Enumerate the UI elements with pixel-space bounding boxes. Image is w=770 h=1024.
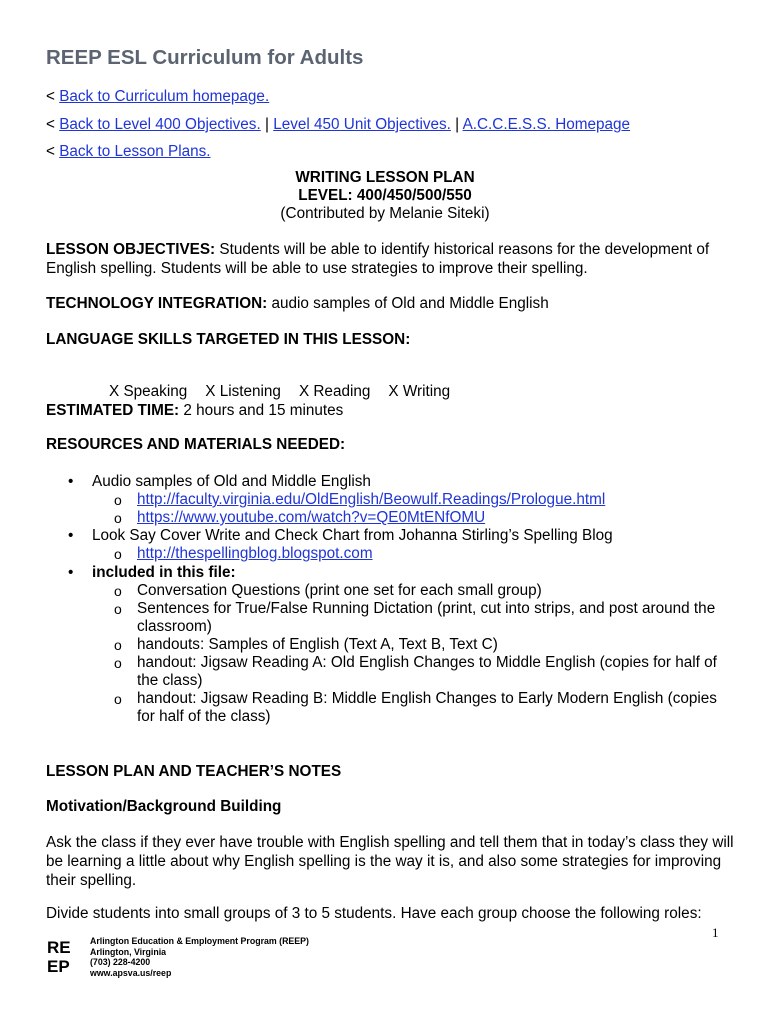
lesson-plans-link[interactable]: Back to Lesson Plans. [59,143,211,160]
lesson-objectives: LESSON OBJECTIVES: Students will be able to identify historical reasons for the development of English spelling. Students will be able to use strategies to improve their spelling. [46,241,710,277]
resource-link-spelling-blog: http://thespellingblog.blogspot.com [137,545,373,562]
bullet-icon: • [68,527,74,544]
resource-link-beowulf: http://faculty.virginia.edu/OldEnglish/Beowulf.Readings/Prologue.html [137,491,606,508]
skill-reading: X Reading [298,383,371,400]
resource-link-youtube: https://www.youtube.com/watch?v=QE0MtENfOMU [137,509,486,526]
skill-speaking: X Speaking [109,383,188,400]
circle-bullet-icon: o [114,691,122,707]
circle-bullet-icon: o [114,492,122,508]
skills-heading: LANGUAGE SKILLS TARGETED IN THIS LESSON: [46,331,411,348]
lesson-plan-heading: WRITING LESSON PLAN [295,169,475,186]
footer-website: www.apsva.us/reep [90,967,172,978]
level-450-objectives-link[interactable]: Level 450 Unit Objectives. [273,116,451,133]
circle-bullet-icon: o [114,583,122,599]
resource-subitem-jigsaw-b: handout: Jigsaw Reading B: Middle English Changes to Early Modern English (copies for half of the class) [137,690,717,725]
footer-address [90,936,309,978]
paragraph-2: Divide students into small groups of 3 to 5 students. Have each group choose the following roles: [46,905,702,922]
page-number: 1 [712,925,719,940]
nav-line-2: < Back to Level 400 Objectives. | Level 450 Unit Objectives. | A.C.C.E.S.S. Homepage [46,116,631,133]
estimated-time: ESTIMATED TIME: 2 hours and 15 minutes [46,402,344,419]
curriculum-homepage-link[interactable]: Back to Curriculum homepage. [59,88,270,105]
skill-listening: X Listening [205,383,281,400]
circle-bullet-icon: o [114,601,122,617]
svg-text:RE: RE [47,938,71,957]
page-title: REEP ESL Curriculum for Adults [46,46,364,69]
resources-heading: RESOURCES AND MATERIALS NEEDED: [46,436,346,453]
level-heading: LEVEL: 400/450/500/550 [298,187,472,204]
bullet-icon: • [68,564,74,581]
skill-writing: X Writing [388,383,451,400]
paragraph-1: Ask the class if they ever have trouble with English spelling and tell them that in today’s class they will be learning a little about why English spelling is the way it is, and also some strategies for improving their spelling. [46,834,734,889]
access-homepage-link[interactable]: A.C.C.E.S.S. Homepage [462,116,631,133]
circle-bullet-icon: o [114,510,122,526]
resource-subitem-samples: handouts: Samples of English (Text A, Text B, Text C) [137,636,498,653]
circle-bullet-icon: o [114,546,122,562]
footer-phone: (703) 228-4200 [90,957,151,967]
level-400-objectives-link[interactable]: Back to Level 400 Objectives. [59,116,261,133]
footer-location: Arlington, Virginia [90,946,167,957]
circle-bullet-icon: o [114,655,122,671]
circle-bullet-icon: o [114,637,122,653]
resource-subitem-jigsaw-a: handout: Jigsaw Reading A: Old English Changes to Middle English (copies for half of the class) [137,654,717,689]
technology-integration: TECHNOLOGY INTEGRATION: audio samples of Old and Middle English [46,295,549,312]
nav-line-3: < Back to Lesson Plans. [46,143,211,160]
contributor: (Contributed by Melanie Siteki) [280,205,490,222]
nav-line-1: < Back to Curriculum homepage. [46,88,270,105]
footer-org: Arlington Education & Employment Program (REEP) [90,936,309,946]
svg-text:EP: EP [47,957,70,975]
resource-item-1: Audio samples of Old and Middle English [92,473,371,490]
motivation-heading: Motivation/Background Building [46,798,282,815]
resource-subitem-questions: Conversation Questions (print one set for each small group) [137,582,542,599]
resource-subitem-sentences: Sentences for True/False Running Dictation (print, cut into strips, and post around the classroom) [137,600,716,635]
resource-item-3: included in this file: [92,564,236,581]
reep-logo-icon [46,935,86,975]
lesson-plan-heading-2: LESSON PLAN AND TEACHER’S NOTES [46,763,342,780]
resource-item-2: Look Say Cover Write and Check Chart from Johanna Stirling’s Spelling Blog [92,527,613,544]
bullet-icon: • [68,473,74,490]
